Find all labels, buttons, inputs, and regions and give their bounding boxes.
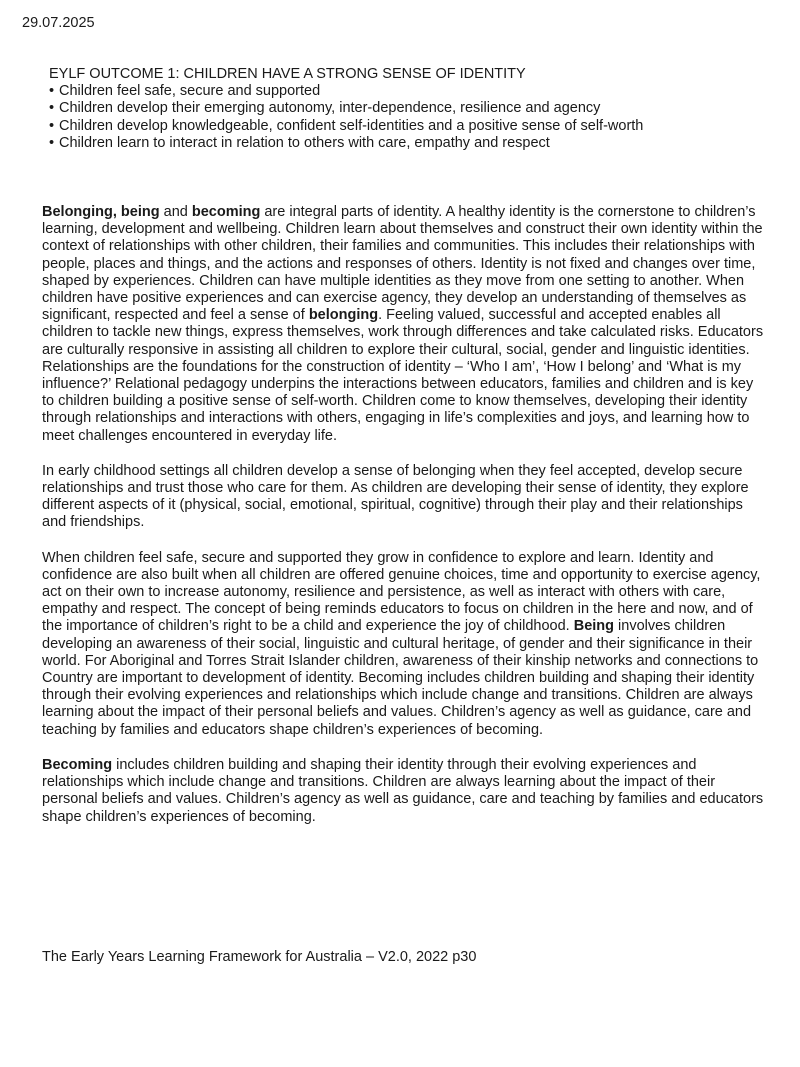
outcome-list-item	[49, 118, 729, 135]
outcome-list-item	[49, 83, 729, 100]
paragraph-text: involves children developing an awareness of their social, linguistic and cultural heritage, of gender and their significance in their world. For Aboriginal and Torres Strait Islander children, awareness of their kinship networks and connections to Country are important to development of identity. Becoming includes children building and shaping their identity through their evolving experiences and relationships which include change and transitions. Children are always learning about the impact of their personal beliefs and values. Children’s agency as well as guidance, care and teaching by families and educators shape children’s experiences of becoming.	[42, 618, 759, 738]
bold-term: Becoming	[42, 756, 113, 773]
paragraph-text: and	[159, 204, 192, 220]
paragraph-belonging	[42, 463, 764, 532]
outcome-item-text: Children develop their emerging autonomy, inter-dependence, resilience and agency	[59, 100, 601, 117]
outcome-list-item	[49, 100, 729, 117]
source-citation: The Early Years Learning Framework for Australia – V2.0, 2022 p30	[42, 949, 477, 965]
outcome-block	[49, 66, 729, 152]
paragraph-text: includes children building and shaping their identity through their evolving experiences and relationships which include change and transitions. Children are always learning about the impact of their personal beliefs and values. Children’s agency as well as guidance, care and teaching by families and educators shape children’s experiences of becoming.	[42, 756, 764, 825]
bold-term: Belonging, being	[42, 204, 160, 220]
outcome-list-item	[49, 135, 729, 152]
outcome-list	[49, 83, 729, 152]
outcome-item-text: Children develop knowledgeable, confident self-identities and a positive sense of self-worth	[59, 117, 644, 134]
paragraph-being	[42, 550, 764, 739]
outcome-item-text: Children learn to interact in relation to others with care, empathy and respect	[59, 134, 550, 151]
paragraph-identity	[42, 204, 764, 445]
body-text	[42, 204, 764, 844]
paragraph-becoming	[42, 757, 764, 826]
bold-term: becoming	[191, 204, 261, 220]
paragraph-text: In early childhood settings all children develop a sense of belonging when they feel accepted, develop secure relationships and trust those who care for them. As children are developing their sense of identity, they explore different aspects of it (physical, social, emotional, spiritual, cognitive) through their play and their relationships and friendships.	[42, 462, 749, 531]
bullet-icon: •	[49, 117, 55, 134]
document-date: 29.07.2025	[22, 15, 95, 31]
bullet-icon: •	[49, 83, 55, 100]
outcome-title: EYLF OUTCOME 1: CHILDREN HAVE A STRONG SENSE OF IDENTITY	[49, 66, 526, 82]
outcome-item-text: Children feel safe, secure and supported	[59, 83, 321, 100]
paragraph-text: When children feel safe, secure and supported they grow in confidence to explore and learn. Identity and confidence are also built when all children are offered genuine choices, time and opportunity to exercise agency, act on their own to increase autonomy, resilience and persistence, as well as interact with others with care, empathy and respect. The concept of being reminds educators to focus on children in the here and now, and of the importance of children’s right to be a child and experience the joy of childhood.	[42, 549, 761, 635]
bold-term: belonging	[308, 307, 379, 324]
bold-term: Being	[573, 618, 615, 635]
paragraph-text: are integral parts of identity. A healthy identity is the cornerstone to children’s learning, development and wellbeing. Children learn about themselves and construct their own identity within the context of relationships with other children, their families and communities. This includes their relationships with people, places and things, and the actions and responses of others. Identity is not fixed and changes over time, shaped by experiences. Children can have multiple identities as they move from one setting to another. When children have positive experiences and can exercise agency, they develop an understanding of themselves as significant, respected and feel a sense of	[42, 204, 763, 324]
paragraph-text: . Feeling valued, successful and accepted enables all children to tackle new things, express themselves, work through differences and take calculated risks. Educators are culturally responsive in assisting all children to explore their cultural, social, gender and linguistic identities. Relationships are the foundations for the construction of identity – ‘Who I am’, ‘How I belong’ and ‘What is my influence?’ Relational pedagogy underpins the interactions between educators, families and children and is key to children building a positive sense of self-worth. Children come to know themselves, developing their identity through relationships and interactions with others, engaging in life’s complexities and joys, and learning how to meet challenges encountered in everyday life.	[42, 307, 764, 444]
bullet-icon: •	[49, 100, 55, 117]
bullet-icon: •	[49, 134, 55, 151]
